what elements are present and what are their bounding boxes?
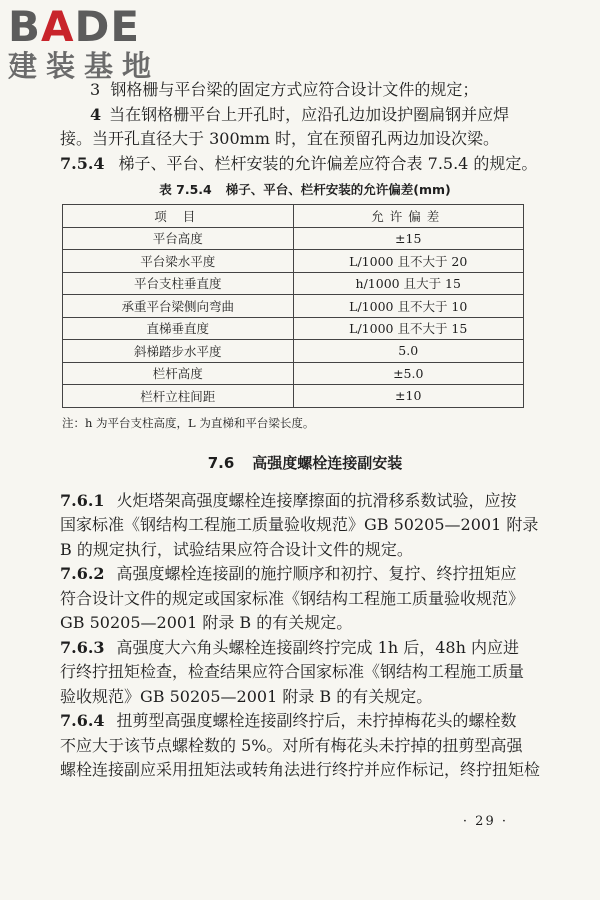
cell-item: 平台支柱垂直度	[63, 272, 294, 295]
clause-text: 符合设计文件的规定或国家标准《钢结构工程施工质量验收规范》	[60, 588, 525, 608]
logo-letters-end: DE	[74, 2, 141, 51]
cell-item: 平台梁水平度	[63, 250, 294, 273]
list-item	[60, 103, 550, 128]
page-content	[60, 78, 550, 783]
clause-number: 7.5.4	[60, 153, 105, 173]
clause-text: 扭剪型高强度螺栓连接副终拧后，未拧掉梅花头的螺栓数	[116, 711, 517, 730]
table-row	[63, 317, 524, 340]
clause-line	[60, 709, 550, 734]
clause-line	[60, 734, 550, 759]
table-caption: 梯子、平台、栏杆安装的允许偏差(mm)	[225, 182, 451, 197]
clause-text: GB 50205—2001 附录 B 的有关规定。	[60, 613, 353, 632]
clause-line	[60, 562, 550, 587]
clause-number: 7.6.2	[60, 564, 105, 583]
list-item	[60, 78, 550, 103]
section-title: 高强度螺栓连接副安装	[252, 453, 403, 472]
clause-line	[60, 587, 550, 612]
table-row	[63, 250, 524, 273]
clause-text: 火炬塔架高强度螺栓连接摩擦面的抗滑移系数试验，应按	[116, 490, 517, 510]
cell-item: 直梯垂直度	[63, 317, 294, 340]
clause-text: 高强度大六角头螺栓连接副终拧完成 1h 后，48h 内应进	[116, 637, 519, 657]
logo-letter-accent: A	[41, 2, 75, 51]
table-row	[63, 340, 524, 363]
cell-tolerance: ±15	[293, 227, 524, 250]
table-label: 表 7.5.4	[159, 182, 212, 197]
item-number: 3	[90, 80, 101, 99]
clause-text: 梯子、平台、栏杆安装的允许偏差应符合表 7.5.4 的规定。	[118, 153, 538, 173]
table-title	[60, 180, 550, 198]
clause-line	[60, 636, 550, 661]
page-number: · 29 ·	[462, 814, 508, 829]
clause-line	[60, 758, 550, 783]
cell-item: 平台高度	[63, 227, 294, 250]
column-header-item: 项 目	[63, 205, 294, 228]
cell-tolerance: ±5.0	[293, 362, 524, 385]
clauses	[60, 489, 550, 783]
table-header-row	[63, 205, 524, 228]
clause-line	[60, 513, 550, 538]
clause-text: 行终拧扭矩检查，检查结果应符合国家标准《钢结构工程施工质量	[60, 662, 525, 681]
logo	[8, 4, 160, 84]
cell-item: 栏杆立柱间距	[63, 385, 294, 408]
table-row	[63, 385, 524, 408]
cell-tolerance: 5.0	[293, 340, 524, 363]
cell-tolerance: L/1000 且不大于 10	[293, 295, 524, 318]
cell-item: 斜梯踏步水平度	[63, 340, 294, 363]
clause-text: 验收规范》GB 50205—2001 附录 B 的有关规定。	[60, 686, 433, 706]
clause-line	[60, 685, 550, 710]
cell-item: 承重平台梁侧向弯曲	[63, 295, 294, 318]
cell-tolerance: h/1000 且大于 15	[293, 272, 524, 295]
clause-text: 不应大于该节点螺栓数的 5%。对所有梅花头未拧掉的扭剪型高强	[60, 735, 523, 755]
column-header-tolerance: 允许偏差	[293, 205, 524, 228]
clause-7-5-4	[60, 152, 550, 177]
table-row	[63, 295, 524, 318]
clause-line	[60, 611, 550, 636]
table-row	[63, 362, 524, 385]
clause-text: 螺栓连接副应采用扭矩法或转角法进行终拧并应作标记，终拧扭矩检	[60, 760, 541, 779]
clause-line	[60, 538, 550, 563]
clause-number: 7.6.4	[60, 711, 105, 730]
logo-chinese: 建装基地	[8, 49, 161, 83]
table-row	[63, 227, 524, 250]
clause-line	[60, 489, 550, 514]
section-heading	[60, 452, 550, 473]
tolerance-table	[62, 204, 524, 408]
clause-number: 7.6.3	[60, 637, 105, 657]
cell-item: 栏杆高度	[63, 362, 294, 385]
item-number: 4	[90, 104, 102, 124]
clause-text: B 的规定执行，试验结果应符合设计文件的规定。	[60, 539, 413, 559]
logo-wordmark	[8, 4, 160, 50]
clause-number: 7.6.1	[60, 490, 105, 510]
clause-text: 高强度螺栓连接副的施拧顺序和初拧、复拧、终拧扭矩应	[116, 564, 517, 583]
clause-line	[60, 660, 550, 685]
table-note: 注：h 为平台支柱高度，L 为直梯和平台梁长度。	[62, 415, 315, 430]
cell-tolerance: L/1000 且不大于 20	[293, 250, 524, 273]
table-row	[63, 272, 524, 295]
cell-tolerance: ±10	[293, 385, 524, 408]
item-text: 当在钢格栅平台上开孔时，应沿孔边加设护圈扁钢并应焊	[109, 104, 510, 124]
item-text: 钢格栅与平台梁的固定方式应符合设计文件的规定；	[110, 80, 479, 99]
logo-letters-start: B	[8, 2, 42, 51]
table-body	[63, 227, 524, 407]
cell-tolerance: L/1000 且不大于 15	[293, 317, 524, 340]
section-number: 7.6	[207, 453, 235, 472]
clause-text: 国家标准《钢结构工程施工质量验收规范》GB 50205—2001 附录	[60, 515, 539, 534]
paragraph-continuation: 接。当开孔直径大于 300mm 时，宜在预留孔两边加设次梁。	[60, 129, 500, 148]
